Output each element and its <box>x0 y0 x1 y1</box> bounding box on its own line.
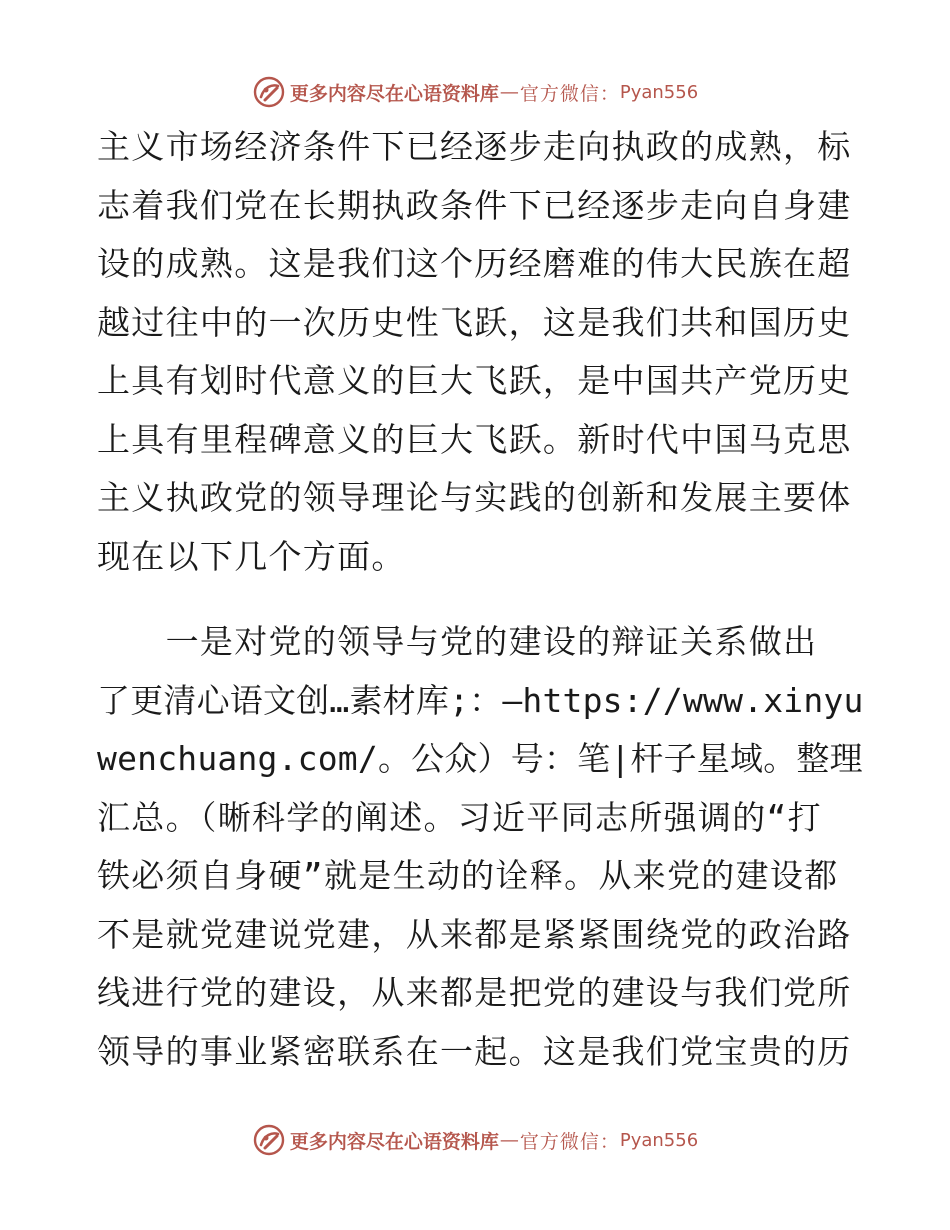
text-line: 主义执政党的领导理论与实践的创新和发展主要体 <box>97 478 852 517</box>
text-line: 设的成熟。这是我们这个历经磨难的伟大民族在超 <box>97 244 852 283</box>
text-line: 主义市场经济条件下已经逐步走向执政的成熟，标 <box>97 127 852 166</box>
text-line: 铁必须自身硬”就是生动的诠释。从来党的建设都 <box>97 856 839 895</box>
text-line: 领导的事业紧密联系在一起。这是我们党宝贵的历 <box>97 1031 852 1071</box>
document-body <box>97 118 864 1081</box>
header-banner <box>0 72 950 112</box>
text-line: 线进行党的建设，从来都是把党的建设与我们党所 <box>97 973 852 1012</box>
text-line: 上具有里程碑意义的巨大飞跃。新时代中国马克思 <box>97 419 852 459</box>
text-line: 了更清心语文创…素材库;：—https://www.xinyu <box>97 680 864 720</box>
brand-logo-icon <box>252 75 286 109</box>
banner-separator: — <box>499 1129 519 1151</box>
wechat-id: Pyan556 <box>619 1129 699 1151</box>
text-line: 志着我们党在长期执政条件下已经逐步走向自身建 <box>97 185 852 225</box>
brand-logo-icon <box>252 1123 286 1157</box>
text-line: 汇总。（晰科学的阐述。习近平同志所强调的“打 <box>97 797 822 837</box>
text-line: 上具有划时代意义的巨大飞跃，是中国共产党历史 <box>97 361 852 400</box>
wechat-label: 官方微信： <box>519 1130 620 1153</box>
banner-text: 更多内容尽在心语资料库 <box>289 82 499 105</box>
banner-text: 更多内容尽在心语资料库 <box>289 1130 499 1153</box>
paragraph-1 <box>97 118 857 586</box>
text-line: 越过往中的一次历史性飞跃，这是我们共和国历史 <box>97 302 852 342</box>
wechat-label: 官方微信： <box>519 82 620 105</box>
text-line: 现在以下几个方面。 <box>97 536 406 576</box>
text-line: wenchuang.com/。公众）号：笔|杆子星域。整理 <box>97 739 863 778</box>
text-line: 不是就党建说党建，从来都是紧紧围绕党的政治路 <box>97 914 852 954</box>
paragraph-2 <box>97 613 864 1081</box>
footer-banner <box>0 1120 950 1160</box>
banner-separator: — <box>499 81 519 103</box>
text-line: 一是对党的领导与党的建设的辩证关系做出 <box>97 622 818 661</box>
wechat-id: Pyan556 <box>619 81 699 103</box>
